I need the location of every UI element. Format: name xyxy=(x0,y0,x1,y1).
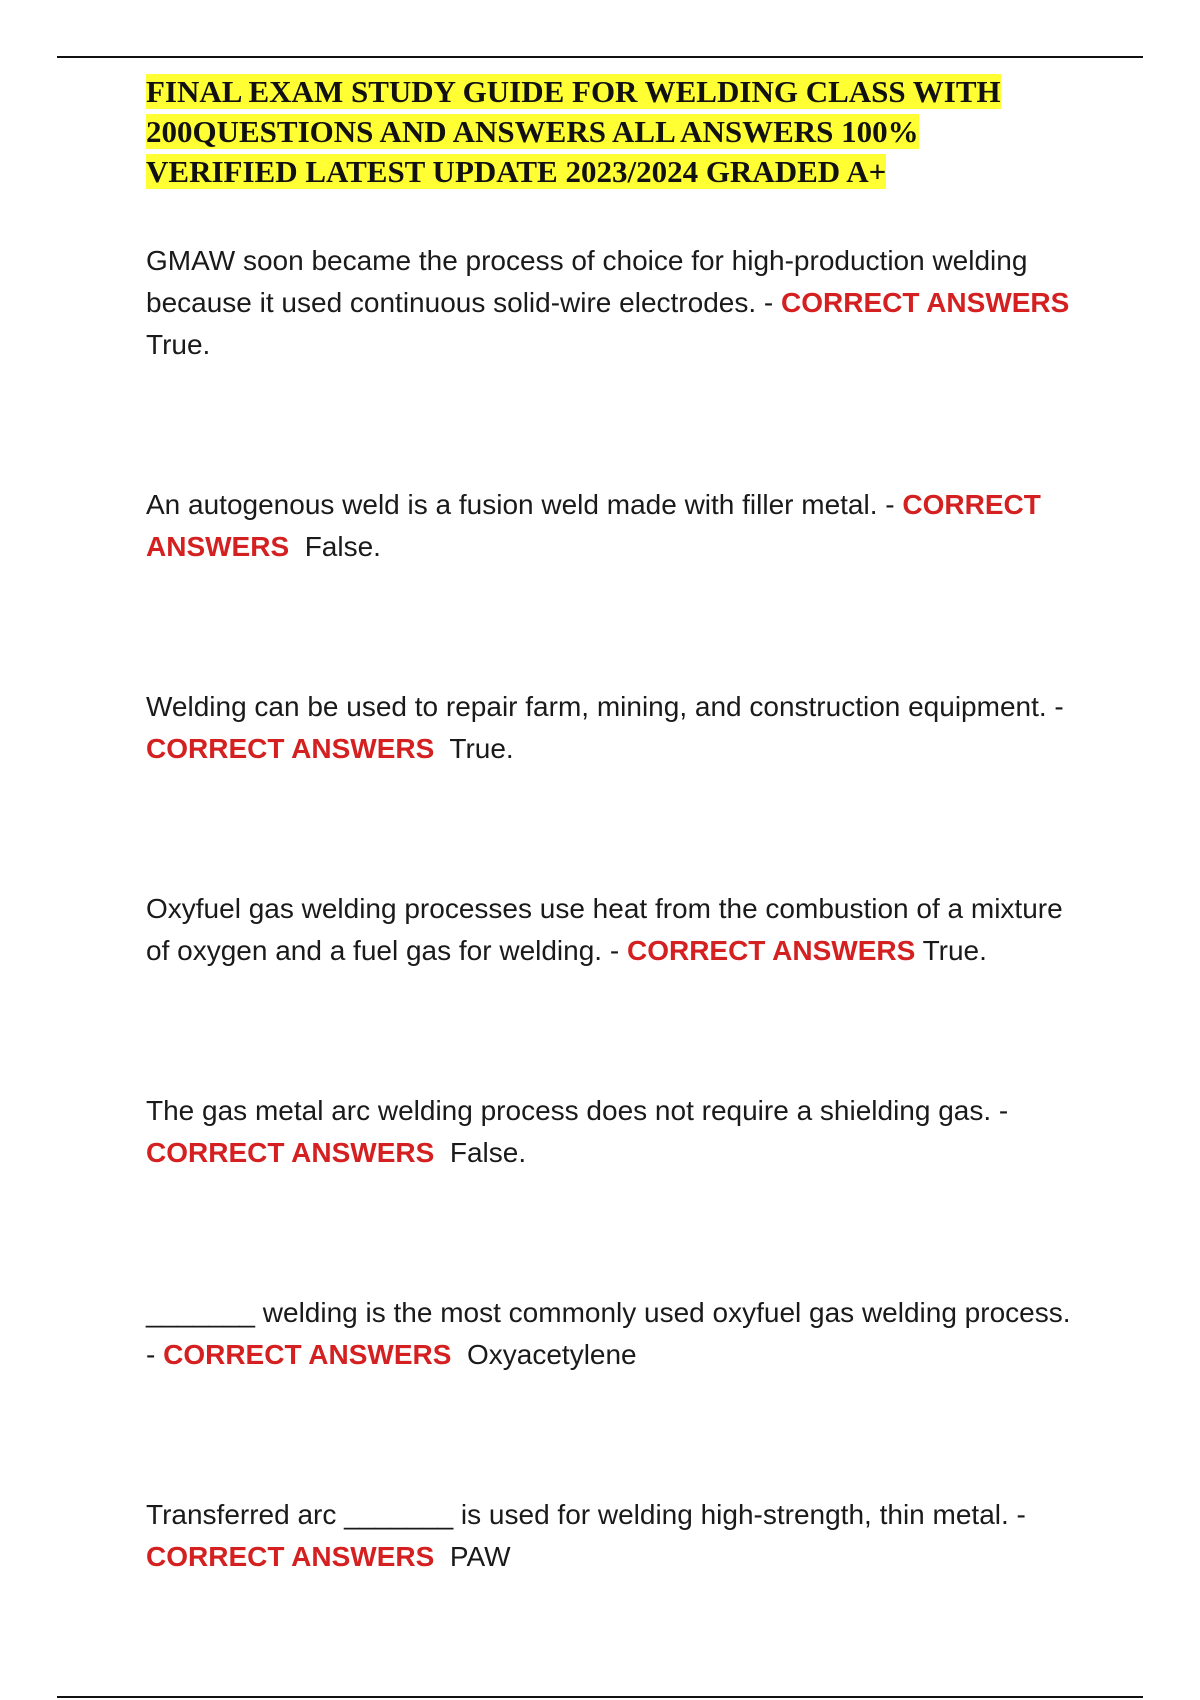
answer-label: CORRECT ANSWERS xyxy=(146,1137,435,1168)
answer-label: CORRECT ANSWERS xyxy=(146,489,1041,562)
qa-item-3 xyxy=(146,686,1086,770)
qa-item-6 xyxy=(146,1292,1086,1376)
qa-item-1 xyxy=(146,240,1086,366)
answer-text: Oxyacetylene xyxy=(466,1339,637,1370)
answer-text: False. xyxy=(449,1137,527,1168)
answer-label: CORRECT ANSWERS xyxy=(163,1339,452,1370)
question-text: Welding can be used to repair farm, mining, and construction equipment. - xyxy=(146,691,1064,722)
question-text: Transferred arc _______ is used for welding high-strength, thin metal. - xyxy=(146,1499,1026,1530)
answer-text: False. xyxy=(304,531,381,562)
page-title xyxy=(146,72,1086,192)
answer-text: True. xyxy=(449,733,514,764)
question-text: GMAW soon became the process of choice for high-production welding because it used continuous solid-wire electrodes. - xyxy=(146,245,1028,318)
title-line-2: 200QUESTIONS AND ANSWERS ALL ANSWERS 100% xyxy=(146,114,919,149)
qa-item-7 xyxy=(146,1494,1086,1578)
answer-text: True. xyxy=(146,329,211,360)
bottom-rule xyxy=(57,1696,1143,1698)
qa-item-2 xyxy=(146,484,1086,568)
answer-label: CORRECT ANSWERS xyxy=(781,287,1070,318)
answer-text: PAW xyxy=(449,1541,511,1572)
title-line-3: VERIFIED LATEST UPDATE 2023/2024 GRADED A+ xyxy=(146,154,887,189)
answer-label: CORRECT ANSWERS xyxy=(146,1541,435,1572)
answer-label: CORRECT ANSWERS xyxy=(146,733,435,764)
question-text: The gas metal arc welding process does not require a shielding gas. - xyxy=(146,1095,1009,1126)
question-text: An autogenous weld is a fusion weld made with filler metal. - xyxy=(146,489,903,520)
answer-label: CORRECT ANSWERS xyxy=(626,935,916,966)
qa-item-4 xyxy=(146,888,1086,972)
question-text: Oxyfuel gas welding processes use heat from the combustion of a mixture of oxygen and a fuel gas for welding. - xyxy=(146,893,1063,966)
question-text: _______ welding is the most commonly used oxyfuel gas welding process. - xyxy=(146,1297,1071,1370)
qa-list xyxy=(146,240,1086,1578)
top-rule xyxy=(57,56,1143,58)
answer-text: True. xyxy=(922,935,987,966)
qa-item-5 xyxy=(146,1090,1086,1174)
page-content xyxy=(146,72,1086,1696)
title-line-1: FINAL EXAM STUDY GUIDE FOR WELDING CLASS WITH xyxy=(146,74,1001,109)
